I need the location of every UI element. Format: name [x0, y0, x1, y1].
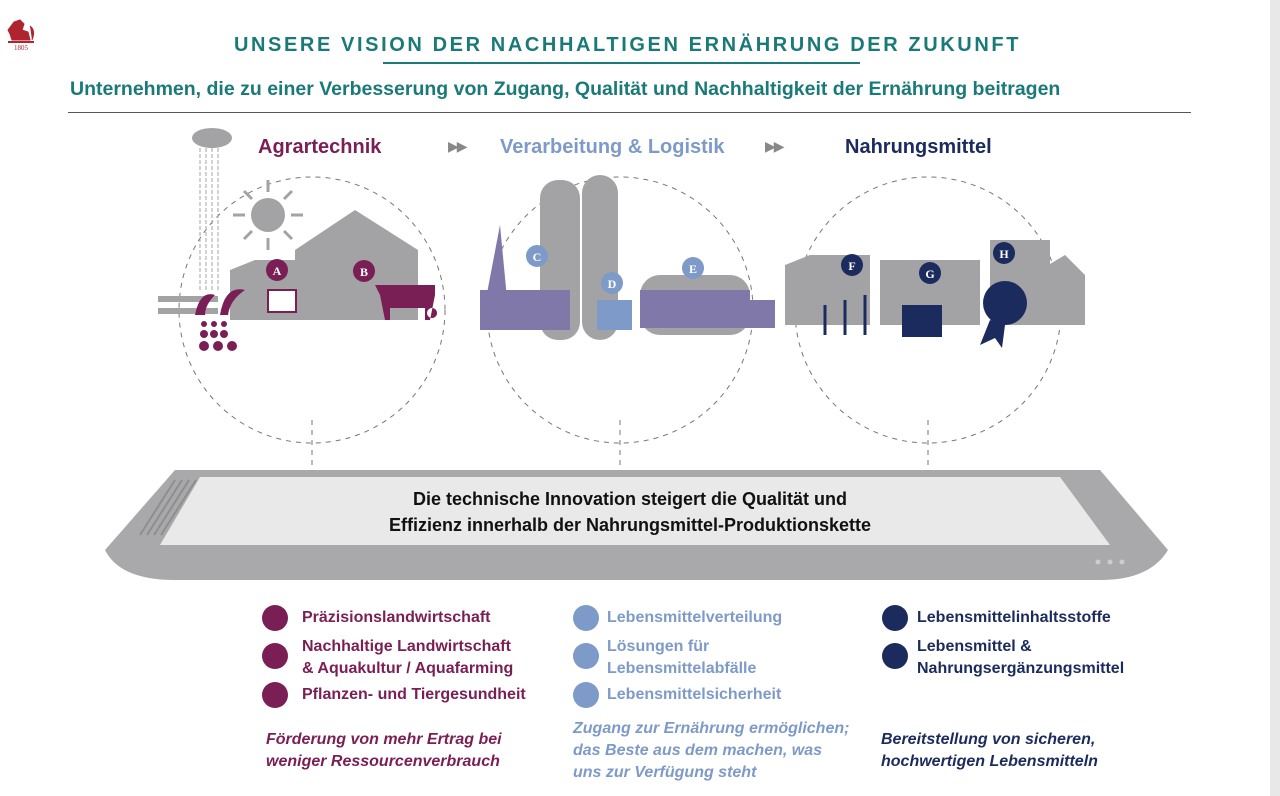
legend-dot — [573, 643, 599, 669]
svg-text:A: A — [272, 264, 282, 278]
tablet-caption-line2: Effizienz innerhalb der Nahrungsmittel-Produktionskette — [388, 515, 872, 535]
legend-dot — [262, 605, 288, 631]
column-note: Bereitstellung von sicheren, hochwertigen Lebensmitteln — [881, 731, 1098, 770]
factory-icon — [480, 175, 775, 340]
legend-item: Nachhaltige Landwirtschaft & Aquakultur / Aquafarming — [302, 638, 514, 677]
legend-dot — [262, 643, 288, 669]
legend-item: Lebensmittelinhaltsstoffe — [917, 609, 1111, 626]
stage-title-nahrungsmittel: Nahrungsmittel — [845, 136, 992, 158]
page-subtitle: Unternehmen, die zu einer Verbesserung von Zugang, Qualität und Nachhaltigkeit der Ernährung beitragen — [70, 78, 1061, 100]
legend-item: Pflanzen- und Tiergesundheit — [302, 686, 526, 703]
legend-dot — [882, 643, 908, 669]
stage-title-agrartechnik: Agrartechnik — [258, 136, 382, 158]
legend-dot — [882, 605, 908, 631]
svg-text:F: F — [848, 259, 856, 273]
page-title: UNSERE VISION DER NACHHALTIGEN ERNÄHRUNG DER ZUKUNFT — [233, 34, 1022, 56]
legend-item: Lebensmittelverteilung — [607, 609, 783, 626]
stage-title-verarbeitung: Verarbeitung & Logistik — [500, 136, 725, 158]
legend-item: Lebensmittelsicherheit — [607, 686, 782, 703]
tablet-caption-line1: Die technische Innovation steigert die Qualität und — [412, 489, 848, 509]
svg-text:B: B — [359, 265, 369, 279]
legend-dot — [262, 682, 288, 708]
divider — [68, 112, 1191, 113]
column-note: Zugang zur Ernährung ermöglichen; das Beste aus dem machen, was uns zur Verfügung steht — [573, 720, 850, 781]
legend-dot — [573, 605, 599, 631]
column-note: Förderung von mehr Ertrag bei weniger Ressourcenverbrauch — [266, 731, 502, 770]
arrow-icon: ▶▶ — [448, 138, 466, 154]
svg-text:D: D — [607, 277, 617, 291]
svg-text:E: E — [688, 262, 698, 276]
legend-item: Lösungen für Lebensmittelabfälle — [607, 638, 757, 677]
arrow-icon: ▶▶ — [765, 138, 783, 154]
title-underline — [383, 62, 860, 64]
legend-item: Lebensmittel & Nahrungsergänzungsmittel — [917, 638, 1125, 677]
svg-text:G: G — [925, 267, 935, 281]
tablet-caption — [260, 486, 1000, 538]
svg-text:H: H — [999, 247, 1009, 261]
legend-dot — [573, 682, 599, 708]
svg-text:C: C — [532, 250, 542, 264]
food-icon — [785, 240, 1085, 348]
value-chain-illustration — [0, 120, 1280, 480]
legend-item: Präzisionslandwirtschaft — [302, 609, 491, 626]
logo-year: 1805 — [14, 44, 28, 52]
